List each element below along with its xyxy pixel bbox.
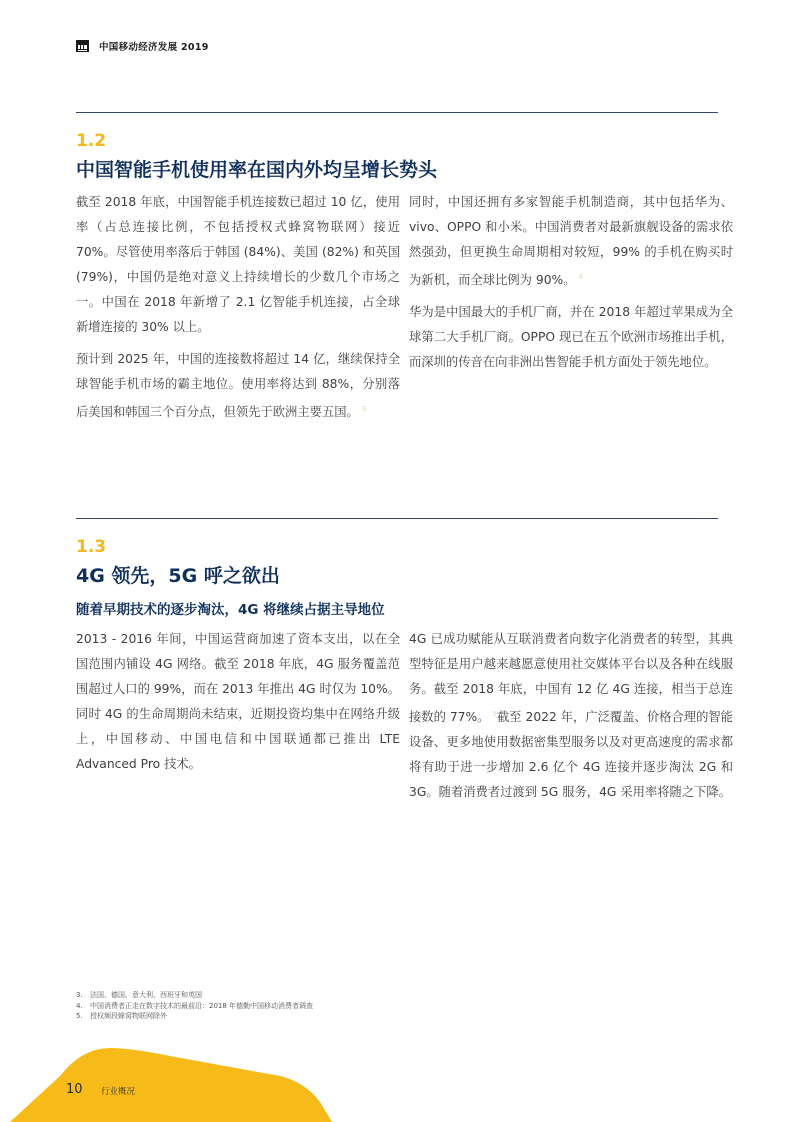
paragraph [76, 627, 400, 777]
paragraph-text: 截至 2022 年，广泛覆盖、价格合理的智能设备、更多地使用数据密集型服务以及对更高速度的需求都将有助于进一步增加 2.6 亿个 4G 连接并逐步淘汰 2G 和 3G。随着消费者过渡到 5G 服务，4G 采用率将随之下降。 [409, 710, 733, 800]
paragraph-text: 同时，中国还拥有多家智能手机制造商，其中包括华为、vivo、OPPO 和小米。中国消费者对最新旗舰设备的需求依然强劲，但更换生命周期相对较短，99% 的手机在购买时为新机，而全球比例为 90%。 [409, 195, 733, 288]
footnote-ref[interactable]: 4 [578, 273, 583, 281]
paragraph [409, 300, 733, 375]
footnote-text: 中国消费者正走在数字技术的最前沿：2018 年德勤中国移动消费者调查 [90, 1001, 314, 1010]
section-1-3-right-column [409, 627, 733, 812]
page-header [76, 38, 209, 54]
section-1-2-right-column [409, 190, 733, 382]
section-1-2-left-column [76, 190, 400, 432]
section-subtitle: 随着早期技术的逐步淘汰，4G 将继续占据主导地位 [76, 602, 385, 618]
paragraph-text: 华为是中国最大的手机厂商，并在 2018 年超过苹果成为全球第二大手机厂商。OPPO 现已在五个欧洲市场推出手机，而深圳的传音在向非洲出售智能手机方面处于领先地位。 [409, 305, 733, 370]
footnote-number: 4. [76, 1001, 83, 1010]
paragraph-text: 截至 2018 年底，中国智能手机连接数已超过 10 亿，使用率（占总连接比例，不包括授权式蜂窝物联网）接近 70%。尽管使用率落后于韩国 (84%)、美国 (82%) 和英国 (79%)，中国仍是绝对意义上持续增长的少数几个市场之一。中国在 2018 年新增了 2.1 亿智能手机连接，占全球新增连接的 30% 以上。 [76, 195, 400, 334]
footnote-ref[interactable]: 5 [492, 710, 497, 718]
paragraph [409, 190, 733, 293]
paragraph [76, 347, 400, 425]
footnote-item [76, 990, 313, 1001]
footnote-number: 5. [76, 1012, 83, 1020]
paragraph-text: 4G 已成功赋能从互联消费者向数字化消费者的转型，其典型特征是用户越来越愿意使用社交媒体平台以及各种在线服务。截至 2018 年底，中国有 12 亿 4G 连接，相当于总连接数的 77%。 [409, 632, 733, 725]
footnote-ref[interactable]: 3 [361, 405, 367, 413]
section-title: 4G 领先，5G 呼之欲出 [76, 565, 280, 587]
footer-yellow-shape [0, 1020, 400, 1122]
section-1-3-left-column [76, 627, 400, 784]
paragraph [76, 190, 400, 340]
footnote-text: 法国、德国、意大利、西班牙和英国 [90, 991, 202, 999]
paragraph-text: 2013 - 2016 年间，中国运营商加速了资本支出，以在全国范围内铺设 4G 网络。截至 2018 年底，4G 服务覆盖范围超过人口的 99%，而在 2013 年推出 4G 时仅为 10%。同时 4G 的生命周期尚未结束，近期投资均集中在网络升级上，中国移动、中国电信和中国联通都已推出 LTE Advanced Pro 技术。 [76, 632, 400, 771]
footer-section-label: 行业概况 [101, 1087, 136, 1097]
section-title: 中国智能手机使用率在国内外均呈增长势头 [76, 159, 438, 181]
report-title: 中国移动经济发展 2019 [99, 42, 209, 53]
paragraph [409, 627, 733, 805]
page-number: 10 [66, 1082, 83, 1097]
report-logo-icon [76, 40, 89, 52]
footnote-text: 授权频段蜂窝物联网除外 [90, 1012, 167, 1020]
footnote-item [76, 1001, 313, 1012]
footnotes [76, 990, 313, 1022]
section-divider [76, 112, 718, 113]
section-number: 1.2 [76, 131, 107, 151]
footnote-number: 3. [76, 991, 83, 999]
section-divider [76, 518, 718, 519]
paragraph-text: 预计到 2025 年，中国的连接数将超过 14 亿，继续保持全球智能手机市场的霸主地位。使用率将达到 88%，分别落后美国和韩国三个百分点，但领先于欧洲主要五国。 [76, 352, 400, 420]
section-number: 1.3 [76, 537, 107, 557]
